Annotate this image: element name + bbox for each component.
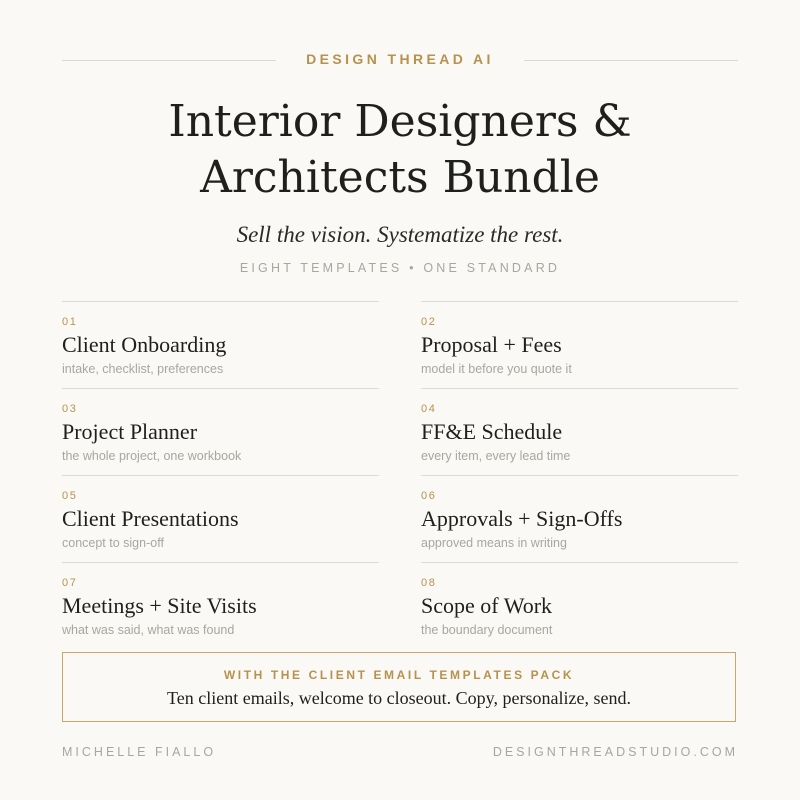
- template-item: [62, 475, 379, 563]
- template-item: [62, 301, 379, 389]
- template-description: the whole project, one workbook: [62, 449, 242, 463]
- template-number: 02: [421, 316, 437, 328]
- template-number: 07: [62, 577, 78, 589]
- template-number: 01: [62, 316, 78, 328]
- template-description: model it before you quote it: [421, 362, 572, 376]
- subtitle: Sell the vision. Systematize the rest.: [236, 222, 564, 247]
- template-number: 06: [421, 490, 437, 502]
- template-name: FF&E Schedule: [421, 419, 563, 444]
- template-name: Meetings + Site Visits: [62, 593, 257, 618]
- template-name: Client Presentations: [62, 506, 239, 531]
- email-pack-box: [62, 652, 736, 722]
- template-description: every item, every lead time: [421, 449, 571, 463]
- template-item: [62, 562, 379, 650]
- template-item: [421, 388, 738, 476]
- template-item: [421, 562, 738, 650]
- page-title: [0, 94, 800, 206]
- template-description: intake, checklist, preferences: [62, 362, 224, 376]
- website-link[interactable]: DESIGNTHREADSTUDIO.COM: [492, 745, 738, 759]
- template-description: what was said, what was found: [62, 623, 235, 637]
- template-item: [421, 475, 738, 563]
- template-item: [421, 301, 738, 389]
- title-line-1: Interior Designers &: [168, 96, 632, 147]
- author-name: MICHELLE FIALLO: [62, 745, 217, 759]
- email-pack-label: WITH THE CLIENT EMAIL TEMPLATES PACK: [223, 668, 575, 682]
- template-description: approved means in writing: [421, 536, 567, 550]
- template-name: Client Onboarding: [62, 332, 227, 357]
- template-name: Scope of Work: [421, 593, 553, 618]
- template-name: Project Planner: [62, 419, 198, 444]
- tagline: EIGHT TEMPLATES • ONE STANDARD: [239, 261, 561, 275]
- email-pack-description: Ten client emails, welcome to closeout. Copy, personalize, send.: [167, 688, 631, 708]
- title-line-2: Architects Bundle: [200, 152, 600, 203]
- template-description: concept to sign-off: [62, 536, 164, 550]
- template-number: 05: [62, 490, 78, 502]
- template-name: Approvals + Sign-Offs: [421, 506, 623, 531]
- template-item: [62, 388, 379, 476]
- template-number: 03: [62, 403, 78, 415]
- template-number: 08: [421, 577, 437, 589]
- template-number: 04: [421, 403, 437, 415]
- template-name: Proposal + Fees: [421, 332, 562, 357]
- template-description: the boundary document: [421, 623, 553, 637]
- brand-name: DESIGN THREAD AI: [306, 51, 494, 67]
